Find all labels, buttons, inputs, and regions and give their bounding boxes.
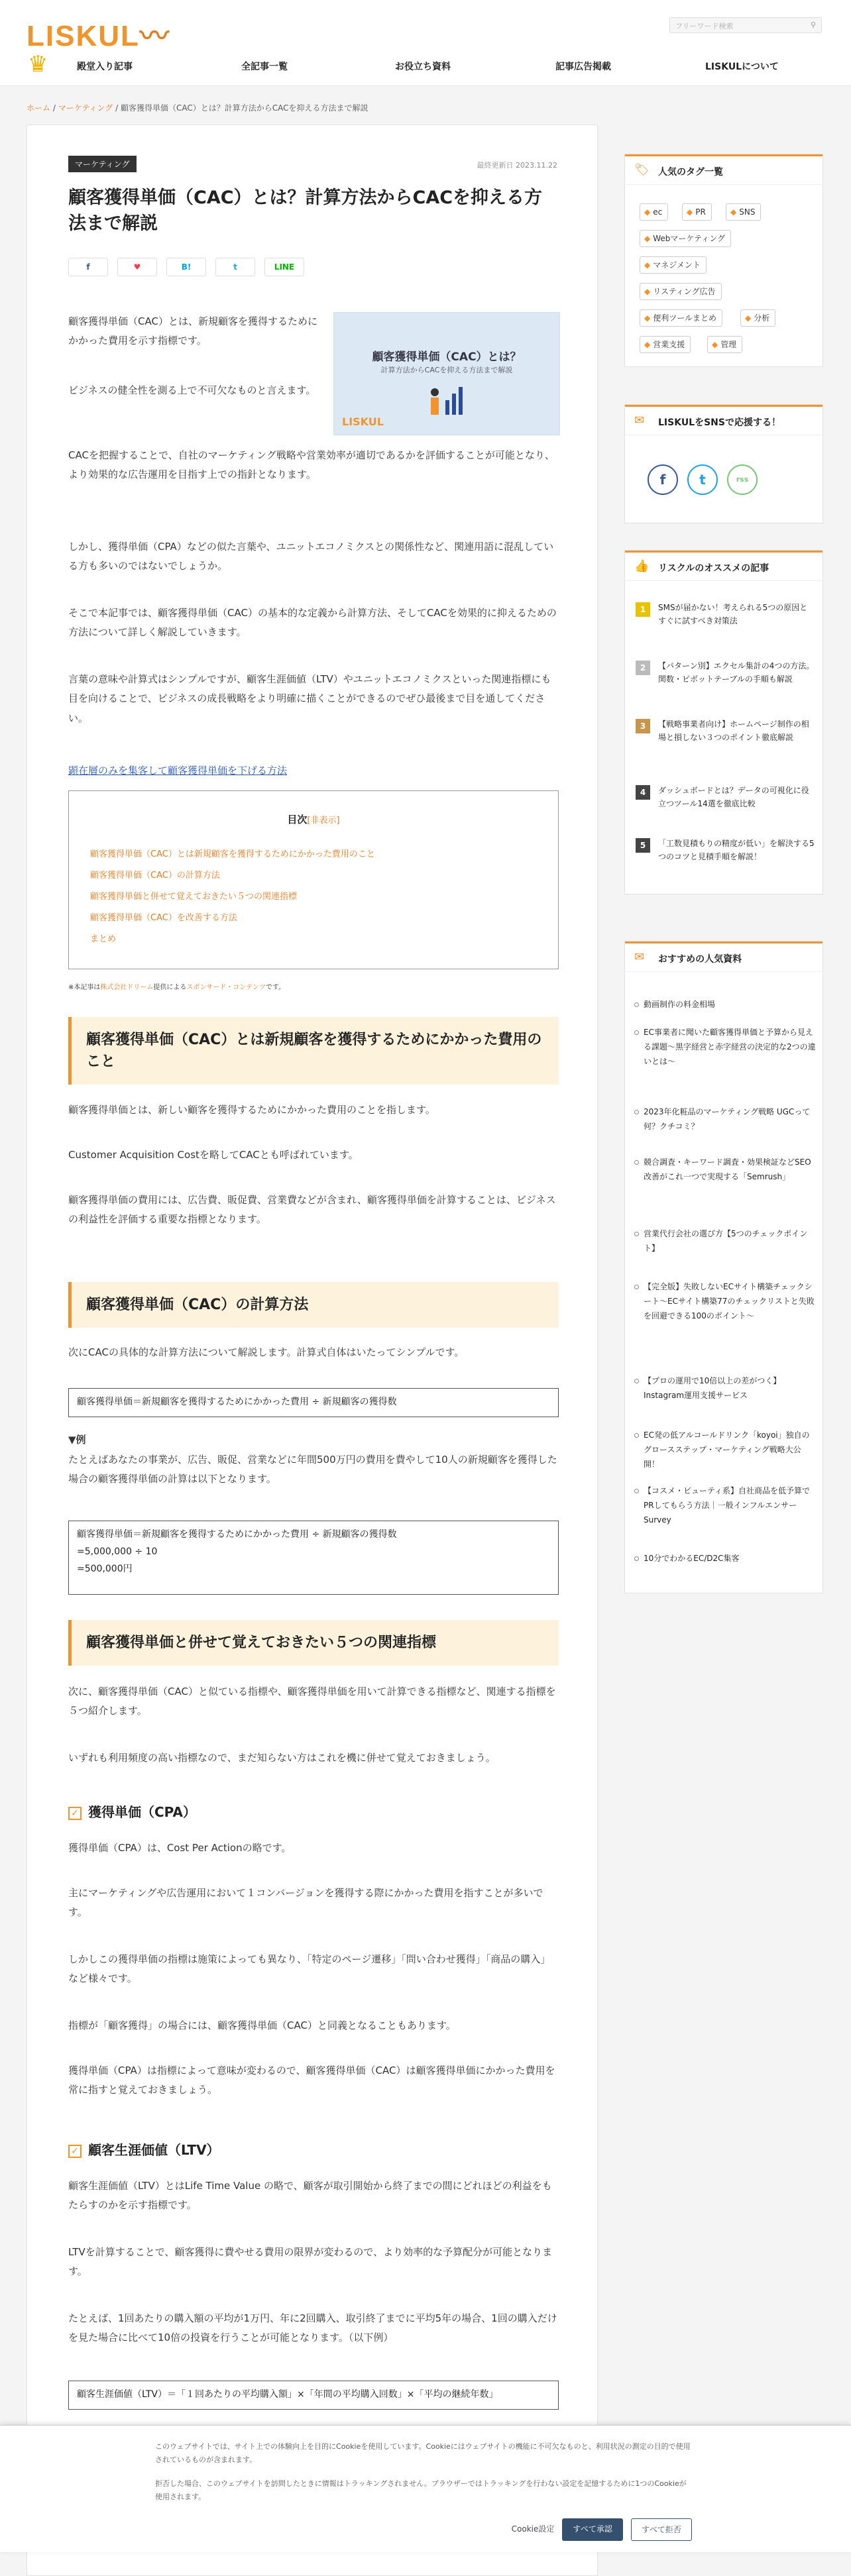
- nav-about[interactable]: LISKULについて: [705, 62, 779, 72]
- s1-para-2: Customer Acquisition Costを略してCACとも呼ばれています。: [68, 1149, 359, 1161]
- sponsor-note: ※本記事は株式会社ドリーム提供によるスポンサード・コンテンツです。: [68, 984, 286, 991]
- section-heading: 顧客獲得単価と併せて覚えておきたい５つの関連指標: [68, 1620, 559, 1666]
- ltv-para-3: たとえば、1回あたりの購入額の平均が1万円、年に2回購入、取引終了までに平均5年の場合、1回の購入だけを見た場合に比べて10倍の投資を行うことが可能となります。（以下例）: [68, 2312, 557, 2344]
- nav-resources[interactable]: お役立ち資料: [395, 62, 451, 72]
- ltv-formula-box: 顧客生涯価値（LTV）＝「１回あたりの平均購入額」×「年間の平均購入回数」×「平均の継続年数」: [68, 2381, 559, 2410]
- table-of-contents: [68, 790, 559, 969]
- toc-toggle[interactable]: [非表示]: [307, 816, 340, 826]
- breadcrumb-current: 顧客獲得単価（CAC）とは？計算方法からCACを抑える方法まで解説: [120, 103, 369, 113]
- resource-item[interactable]: 営業代行会社の選び方【5つのチェックポイント】: [634, 1226, 816, 1256]
- intro-para-6: 言葉の意味や計算式はシンプルですが、顧客生涯価値（LTV）やユニットエコノミクスといった関連指標にも目を向けることで、ビジネスの成長戦略をより明確に描くことができるのでぜひ最後まで目を通してください。: [68, 673, 551, 724]
- nav-ad-placement[interactable]: 記事広告掲載: [555, 62, 611, 72]
- cookie-accept-button[interactable]: すべて承認: [562, 2518, 623, 2541]
- check-icon: ✓: [68, 2145, 82, 2158]
- tag-item[interactable]: ◆ リスティング広告: [640, 283, 722, 300]
- cpa-para-3: しかしこの獲得単価の指標は施策によっても異なり、「特定のページ遷移」「問い合わせ獲得」「商品の購入」など様々です。: [68, 1953, 551, 1985]
- resource-item[interactable]: 10分でわかるEC/D2C集客: [634, 1551, 816, 1566]
- widget-header: ✉ おすすめの人気資料: [625, 941, 823, 972]
- sponsor-link[interactable]: 株式会社ドリーム: [100, 984, 154, 991]
- twitter-icon[interactable]: t: [687, 464, 718, 495]
- resource-item[interactable]: 【コスメ・ビューティ系】自社商品を低予算でPRしてもらう方法｜一般インフルエンサーSurvey: [634, 1483, 816, 1528]
- search-icon[interactable]: ⚲: [810, 21, 816, 29]
- resource-item[interactable]: EC発の低アルコールドリンク「koyoi」独自のグロースステップ・マーケティング戦略大公開！: [634, 1428, 816, 1472]
- person-chart-icon: [427, 380, 467, 420]
- tag-item[interactable]: ◆ 便利ツールまとめ: [640, 309, 722, 327]
- mail-icon: ✉: [634, 413, 645, 427]
- s1-para-1: 顧客獲得単価とは、新しい顧客を獲得するためにかかった費用のことを指します。: [68, 1104, 435, 1116]
- ranking-widget: [624, 550, 823, 894]
- cpa-para-4: 指標が「顧客獲得」の場合には、顧客獲得単価（CAC）と同義となることもあります。: [68, 2019, 456, 2031]
- toc-item[interactable]: 顧客獲得単価と併せて覚えておきたい５つの関連指標: [90, 892, 298, 902]
- toc-item[interactable]: 顧客獲得単価（CAC）とは新規顧客を獲得するためにかかった費用のこと: [90, 849, 375, 859]
- tag-icon: 🏷: [634, 163, 650, 177]
- formula-box: 顧客獲得単価＝新規顧客を獲得するためにかかった費用 ÷ 新規顧客の獲得数: [68, 1388, 559, 1417]
- updated-date: 最終更新日 2023.11.22: [477, 161, 557, 170]
- eyecatch-subtitle: 計算方法からCACを抑える方法まで解説: [380, 366, 513, 374]
- share-facebook-button[interactable]: f: [68, 258, 108, 276]
- crown-icon: ♛: [28, 51, 48, 78]
- site-logo[interactable]: LISKUL〰: [27, 20, 170, 52]
- breadcrumb-home[interactable]: ホーム: [27, 103, 51, 113]
- cookie-settings-button[interactable]: Cookie設定: [511, 2524, 555, 2534]
- breadcrumb-sep: /: [52, 103, 56, 113]
- cookie-text: 拒否した場合、このウェブサイトを訪問したときに情報はトラッキングされません。ブラウザーではトラッキングを行わない設定を記憶するために1つのCookieが使用されます。: [155, 2479, 687, 2501]
- s1-para-3: 顧客獲得単価の費用には、広告費、販促費、営業費などが含まれ、顧客獲得単価を計算することは、ビジネスの利益性を評価する重要な指標となります。: [68, 1194, 556, 1226]
- sns-widget: [624, 404, 823, 523]
- eyecatch-title: 顧客獲得単価（CAC）とは？: [372, 350, 522, 364]
- facebook-icon[interactable]: f: [648, 464, 678, 495]
- ranking-item[interactable]: 3 【戦略事業者向け】ホームページ制作の相場と損しない３つのポイント徹底解説: [636, 718, 815, 755]
- ranking-item[interactable]: 4 ダッシュボードとは？データの可視化に役立つツール14選を徹底比較: [636, 784, 815, 821]
- toc-item[interactable]: 顧客獲得単価（CAC）の計算方法: [90, 871, 220, 881]
- section-heading: 顧客獲得単価（CAC）とは新規顧客を獲得するためにかかった費用のこと: [68, 1017, 559, 1085]
- intro-para-2: ビジネスの健全性を測る上で不可欠なものと言えます。: [68, 384, 316, 396]
- resources-widget: [624, 941, 823, 1593]
- resource-item[interactable]: 【完全版】失敗しないECサイト構築チェックシート〜ECサイト構築77のチェックリストと失敗を回避できる100のポイント〜: [634, 1279, 816, 1324]
- global-nav: [0, 50, 851, 81]
- intro-para-4: しかし、獲得単価（CPA）などの似た言葉や、ユニットエコノミクスとの関係性など、関連用語に混乱している方も多いのではないでしょうか。: [68, 541, 554, 572]
- sponsored-content-link[interactable]: スポンサード・コンテンツ: [186, 984, 266, 991]
- breadcrumb-category[interactable]: マーケティング: [58, 103, 113, 113]
- share-line-button[interactable]: LINE: [264, 258, 304, 276]
- ranking-item[interactable]: 5 「工数見積もりの精度が低い」を解決する5つのコツと見積手順を解説！: [636, 837, 815, 874]
- cpa-para-1: 獲得単価（CPA）は、Cost Per Actionの略です。: [68, 1842, 292, 1854]
- resource-item[interactable]: 動画制作の料金相場: [634, 997, 816, 1012]
- intro-para-1: 顧客獲得単価（CAC）とは、新規顧客を獲得するためにかかった費用を示す指標です。: [68, 315, 317, 347]
- tag-item[interactable]: ◆ ec: [640, 203, 668, 221]
- section-heading: 顧客獲得単価（CAC）の計算方法: [68, 1282, 559, 1328]
- intro-para-5: そこで本記事では、顧客獲得単価（CAC）の基本的な定義から計算方法、そしてCACを効果的に抑えるための方法について詳しく解説していきます。: [68, 607, 557, 639]
- resource-item[interactable]: 【プロの運用で10倍以上の差がつく】Instagram運用支援サービス: [634, 1373, 816, 1403]
- s3-para-1: 次に、顧客獲得単価（CAC）と似ている指標や、顧客獲得単価を用いて計算できる指標など、関連する指標を５つ紹介します。: [68, 1686, 556, 1717]
- eyecatch-logo: LISKUL: [342, 415, 384, 428]
- s2-para: 次にCACの具体的な計算方法について解説します。計算式自体はいたってシンプルです。: [68, 1346, 465, 1358]
- breadcrumb-sep: /: [115, 103, 119, 113]
- rss-icon[interactable]: rss: [727, 464, 758, 495]
- cpa-para-5: 獲得単価（CPA）は指標によって意味が変わるので、顧客獲得単価（CAC）は顧客獲得単価にかかった費用を常に指すと覚えておきましょう。: [68, 2065, 555, 2096]
- tag-item[interactable]: ◆ 営業支援: [640, 336, 691, 353]
- ranking-item[interactable]: 2 【パターン別】エクセル集計の4つの方法。関数・ピボットテーブルの手順も解説: [636, 659, 815, 696]
- subsection-heading: ✓ 獲得単価（CPA）: [68, 1801, 196, 1821]
- resource-item[interactable]: EC事業者に聞いた顧客獲得単価と予算から見える課題〜黒字経営と赤字経営の決定的な2つの違いとは〜: [634, 1025, 816, 1069]
- toc-item[interactable]: まとめ: [90, 934, 117, 944]
- article-main: [27, 125, 598, 2576]
- resource-item[interactable]: 競合調査・キーワード調査・効果検証などSEO改善がこれ一つで実現する「Semrush」: [634, 1155, 816, 1184]
- tag-widget: [624, 154, 823, 367]
- mail-icon: ✉: [634, 950, 645, 964]
- search-input[interactable]: フリーワード検索 ⚲: [669, 17, 822, 33]
- ltv-para-2: LTVを計算することで、顧客獲得に費やせる費用の限界が変わるので、より効率的な予算配分が可能となります。: [68, 2246, 553, 2278]
- cookie-banner: [0, 2425, 851, 2552]
- eyecatch-image: [333, 312, 560, 435]
- tag-item[interactable]: ◆ PR: [682, 203, 712, 221]
- cpa-para-2: 主にマーケティングや広告運用において１コンバージョンを獲得する際にかかった費用を指すことが多いです。: [68, 1887, 543, 1919]
- s3-para-2: いずれも利用頻度の高い指標なので、まだ知らない方はこれを機に併せて覚えておきましょう。: [68, 1752, 496, 1764]
- breadcrumb: [27, 102, 369, 113]
- share-twitter-button[interactable]: t: [215, 258, 255, 276]
- thumbs-up-icon: 👍: [634, 559, 650, 573]
- promo-link[interactable]: 顕在層のみを集客して顧客獲得単価を下げる方法: [68, 765, 288, 777]
- tag-item[interactable]: ◆ SNS: [726, 203, 761, 221]
- toc-item[interactable]: 顧客獲得単価（CAC）を改善する方法: [90, 913, 237, 923]
- ranking-item[interactable]: 1 SMSが届かない！考えられる5つの原因とすぐに試すべき対策法: [636, 601, 815, 638]
- tag-item[interactable]: ◆ 分析: [740, 309, 775, 327]
- nav-hall-of-fame[interactable]: 殿堂入り記事: [77, 62, 133, 72]
- widget-header: 🏷 人気のタグ一覧: [625, 154, 823, 185]
- resource-item[interactable]: 2023年化粧品のマーケティング戦略 UGCって何？クチコミ？: [634, 1104, 816, 1134]
- widget-header: 👍 リスクルのオススメの記事: [625, 551, 823, 581]
- cookie-text: このウェブサイトでは、サイト上での体験向上を目的にCookieを使用しています。Cookieにはウェブサイトの機能に不可欠なものと、利用状況の測定の目的で使用されているものが含まれます。: [155, 2442, 691, 2464]
- tag-item[interactable]: ◆ マネジメント: [640, 256, 707, 274]
- check-icon: ✓: [68, 1807, 82, 1820]
- site-header: [0, 0, 851, 86]
- share-hatena-button[interactable]: B!: [166, 258, 206, 276]
- cookie-reject-button[interactable]: すべて拒否: [631, 2518, 692, 2541]
- nav-all-articles[interactable]: 全記事一覧: [241, 62, 288, 72]
- widget-header: ✉ LISKULをSNSで応援する！: [625, 405, 823, 435]
- article-title: 顧客獲得単価（CAC）とは？計算方法からCACを抑える方法まで解説: [68, 188, 543, 235]
- intro-para-3: CACを把握することで、自社のマーケティング戦略や営業効率が適切であるかを評価することが可能となり、より効果的な広告運用を目指す上での指針となります。: [68, 449, 555, 481]
- toc-heading: 目次[非表示]: [287, 814, 340, 826]
- calc-box: 顧客獲得単価＝新規顧客を獲得するためにかかった費用 ÷ 新規顧客の獲得数 =5,000,000 ÷ 10 =500,000円: [68, 1521, 559, 1595]
- example-label: ▼例: [68, 1434, 86, 1446]
- tag-item[interactable]: ◆ 管理: [707, 336, 742, 353]
- share-pocket-button[interactable]: ♥: [117, 258, 157, 276]
- category-badge[interactable]: マーケティング: [68, 156, 137, 172]
- tag-item[interactable]: ◆ Webマーケティング: [640, 230, 731, 247]
- ltv-para-1: 顧客生涯価値（LTV）とはLife Time Value の略で、顧客が取引開始から終了までの間にどれほどの利益をもたらすのかを示す指標です。: [68, 2180, 552, 2212]
- subsection-heading: ✓ 顧客生涯価値（LTV）: [68, 2139, 220, 2159]
- example-para: たとえばあなたの事業が、広告、販促、営業などに年間500万円の費用を費やして10人の新規顧客を獲得した場合の顧客獲得単価の計算は以下となります。: [68, 1454, 557, 1485]
